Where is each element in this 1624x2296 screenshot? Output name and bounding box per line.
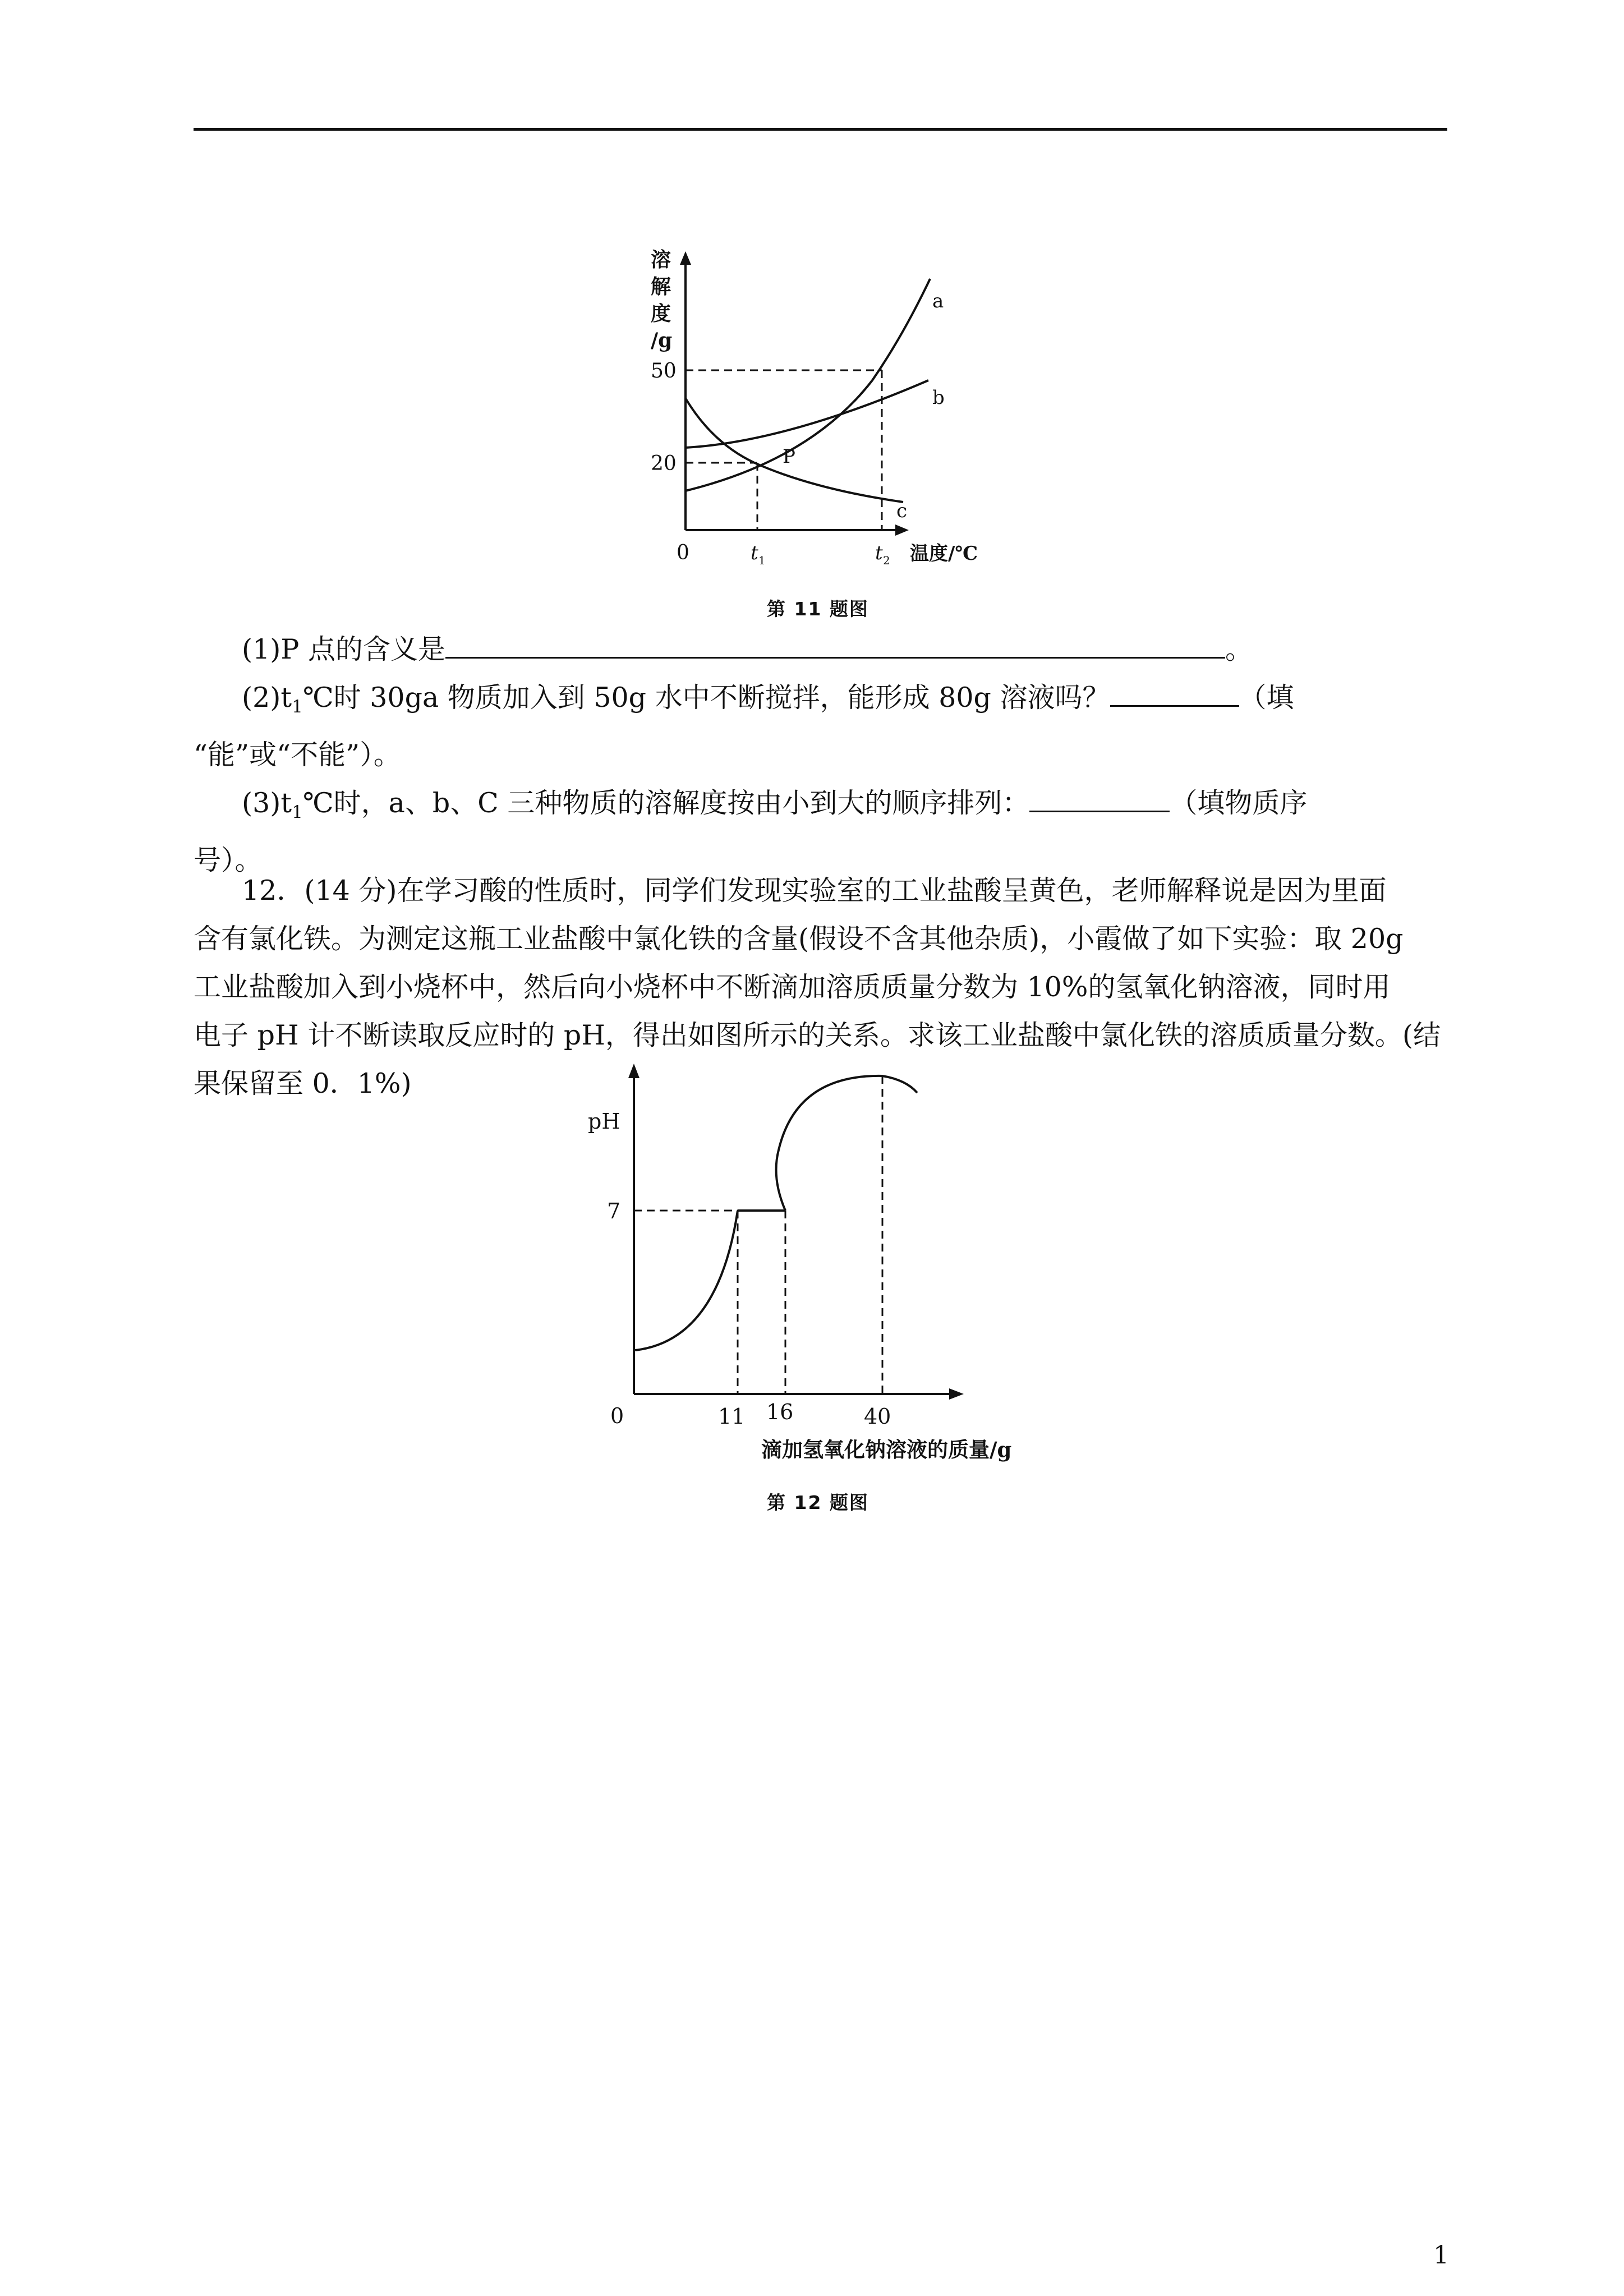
fig11-y-label-4: /g — [651, 329, 673, 352]
fig11-xtick-t1: t — [751, 542, 758, 564]
q11-part1-answer-blank[interactable] — [445, 632, 1225, 659]
fig12-y-arrow-icon — [628, 1064, 640, 1078]
fig11-origin: 0 — [677, 541, 689, 564]
fig11-xtick-t2: t — [875, 542, 883, 564]
q12-line-1: 12．(14 分)在学习酸的性质时，同学们发现实验室的工业盐酸呈黄色，老师解释说是因为里面 — [242, 875, 1387, 907]
fig11-label-a: a — [932, 290, 944, 312]
fig11-x-label: 温度/℃ — [910, 542, 978, 565]
page-number: 1 — [1433, 2241, 1449, 2270]
fig12-curve-base — [776, 1076, 917, 1211]
q12-line-3: 工业盐酸加入到小烧杯中，然后向小烧杯中不断滴加溶质质量分数为 10%的氢氧化钠溶液，同时用 — [194, 971, 1391, 1003]
fig11-x-arrow-icon — [895, 524, 909, 536]
fig12-xtick-16: 16 — [766, 1400, 794, 1424]
q11-part2-pre: t — [280, 682, 292, 714]
fig12-xtick-40: 40 — [864, 1404, 891, 1429]
q12-line-4: 电子 pH 计不断读取反应时的 pH，得出如图所示的关系。求该工业盐酸中氯化铁的溶质质量分数。(结 — [194, 1019, 1441, 1051]
fig11-y-label-3: 度 — [651, 302, 671, 325]
fig11-ytick-20: 20 — [651, 452, 677, 475]
fig12-xtick-11: 11 — [718, 1404, 746, 1429]
figure-11-solubility-chart — [617, 236, 1010, 586]
fig12-x-label: 滴加氢氧化钠溶液的质量/g — [761, 1437, 1012, 1462]
curve-b — [686, 380, 928, 448]
fig12-guide-lines — [634, 1076, 882, 1394]
fig11-y-label-1: 溶 — [651, 248, 671, 272]
q11-part1-end: 。 — [1225, 633, 1253, 665]
curve-a — [686, 279, 930, 491]
q11-part1-num: (1) — [242, 633, 281, 665]
q11-part3-cont: 号）。 — [194, 844, 263, 876]
fig11-xtick-t1-sub: 1 — [758, 554, 766, 567]
fig12-y-label: pH — [588, 1109, 620, 1134]
figure-11-caption: 第 11 题图 — [767, 598, 869, 620]
q11-part2-sub: 1 — [292, 697, 303, 717]
q11-part3-sub: 1 — [292, 802, 303, 822]
q11-part3-text: ℃时，a、b、C 三种物质的溶解度按由小到大的顺序排列： — [302, 787, 1030, 819]
fig11-y-arrow-icon — [680, 251, 691, 265]
q11-part3-tail: （填物质序 — [1170, 787, 1308, 819]
q11-part3-answer-blank[interactable] — [1029, 786, 1170, 812]
fig12-ytick-7: 7 — [607, 1199, 621, 1223]
fig11-label-b: b — [932, 386, 945, 409]
q11-part3-num: (3) — [242, 787, 281, 819]
figure-12-caption: 第 12 题图 — [767, 1492, 869, 1513]
fig11-xtick-t2-sub: 2 — [883, 554, 890, 567]
fig11-label-c: c — [896, 500, 908, 522]
header-rule — [194, 128, 1447, 131]
q11-part2-text: ℃时 30ga 物质加入到 50g 水中不断搅拌，能形成 80g 溶液吗？ — [302, 682, 1110, 714]
figure-12-ph-chart — [567, 1049, 1071, 1478]
q11-part3 — [194, 779, 1450, 836]
q11-part2 — [194, 674, 1450, 731]
fig12-origin: 0 — [610, 1404, 624, 1428]
q11-part1-text: P 点的含义是 — [280, 633, 445, 665]
q11-part2-answer-blank[interactable] — [1110, 680, 1239, 707]
fig11-label-p: P — [783, 445, 795, 468]
q11-part2-tail: （填 — [1239, 682, 1294, 714]
question-11-parts — [194, 625, 1450, 885]
q11-part2-cont: “能”或“不能”）。 — [194, 739, 401, 771]
fig12-x-arrow-icon — [949, 1388, 964, 1400]
q11-part3-pre: t — [280, 787, 292, 819]
q12-line-2: 含有氯化铁。为测定这瓶工业盐酸中氯化铁的含量(假设不含其他杂质)，小霞做了如下实验：取 20g — [194, 923, 1404, 955]
fig12-curve-acid — [635, 1211, 738, 1350]
fig11-ytick-50: 50 — [651, 360, 677, 383]
q11-part1 — [194, 625, 1450, 674]
q12-line-5: 果保留至 0．1%) — [194, 1068, 412, 1099]
fig11-y-label-2: 解 — [651, 275, 671, 298]
q11-part2-num: (2) — [242, 682, 281, 714]
